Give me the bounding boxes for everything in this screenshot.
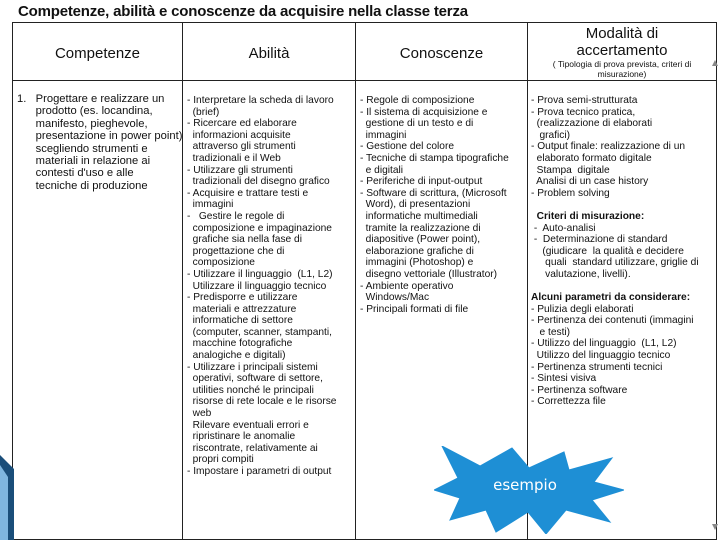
conoscenze-line: - Regole di composizione xyxy=(360,95,475,106)
abilita-line: risorse di rete locale e le risorse xyxy=(187,396,337,408)
modalita-line: Criteri di misurazione: xyxy=(531,210,645,222)
abilita-line: - Acquisire e trattare testi e xyxy=(187,187,309,199)
conoscenze-line: e digitali xyxy=(360,164,404,176)
abilita-line: utilities nonché le principali xyxy=(187,384,314,396)
conoscenze-line: immagini (Photoshop) e xyxy=(360,257,474,269)
abilita-line: Rilevare eventuali errori e xyxy=(187,419,309,431)
conoscenze-line: - Il sistema di acquisizione e xyxy=(360,106,488,118)
modalita-line: Stampa digitale xyxy=(531,164,610,176)
abilita-line: (brief) xyxy=(187,106,220,118)
competenze-line: materiali in relazione ai xyxy=(17,155,151,168)
abilita-line: ripristinare le anomalie xyxy=(187,431,296,443)
conoscenze-line: - Ambiente operativo xyxy=(360,280,454,292)
conoscenze-line: - Tecniche di stampa tipografiche xyxy=(360,152,509,164)
modalita-line xyxy=(531,281,715,293)
conoscenze-line: immagini xyxy=(360,129,407,141)
modalita-line: - Auto-analisi xyxy=(531,222,596,234)
abilita-line: - Predisporre e utilizzare xyxy=(187,292,298,304)
competenze-line: tecniche di produzione xyxy=(17,179,148,192)
abilita-line: operativi, software di settore, xyxy=(187,373,323,385)
abilita-line: - Gestire le regole di xyxy=(187,210,285,222)
competenze-line: scegliendo strumenti e xyxy=(17,142,148,155)
abilita-line: Utilizzare il linguaggio tecnico xyxy=(187,280,327,292)
modalita-line: - Correttezza file xyxy=(531,396,606,408)
abilita-line: - Utilizzare il linguaggio (L1, L2) xyxy=(187,268,333,280)
abilita-line: immagini xyxy=(187,199,234,211)
abilita-line: web xyxy=(187,408,212,420)
abilita-line: riscontrate, relativamente ai xyxy=(187,442,318,454)
header-modalita-line2: accertamento xyxy=(576,42,668,59)
modalita-line: - Pertinenza strumenti tecnici xyxy=(531,361,663,373)
modalita-line: - Output finale: realizzazione di un xyxy=(531,141,686,153)
competenze-line: contesti d'uso e alle xyxy=(17,167,134,180)
modalita-line: - Prova semi-strutturata xyxy=(531,95,638,106)
decorative-stripe xyxy=(0,455,14,540)
header-competenze: Competenze xyxy=(54,45,141,62)
modalita-line xyxy=(531,199,715,211)
abilita-line: progettazione che di xyxy=(187,245,285,257)
abilita-column xyxy=(187,95,353,478)
modalita-line: - Utilizzo del linguaggio (L1, L2) xyxy=(531,338,677,350)
conoscenze-line: disegno vettoriale (Illustrator) xyxy=(360,268,498,280)
modalita-line: Analisi di un case history xyxy=(531,176,649,188)
modalita-line: quali standard utilizzare, griglie di xyxy=(531,257,699,269)
header-modalita xyxy=(528,25,716,79)
conoscenze-line: - Software di scrittura, (Microsoft xyxy=(360,187,507,199)
conoscenze-column xyxy=(360,95,526,315)
conoscenze-line: tramite la realizzazione di xyxy=(360,222,481,234)
column-divider xyxy=(182,23,183,539)
abilita-line: tradizionali e il Web xyxy=(187,152,281,164)
modalita-line: - Pertinenza dei contenuti (immagini xyxy=(531,315,694,327)
competenze-line: 1. Progettare e realizzare un xyxy=(17,93,165,105)
abilita-line: materiali e attrezzature xyxy=(187,303,297,315)
conoscenze-line: elaborazione grafiche di xyxy=(360,245,474,257)
header-divider xyxy=(13,80,716,81)
header-modalita-note2: misurazione) xyxy=(597,69,647,79)
abilita-line: (computer, scanner, stampanti, xyxy=(187,326,332,338)
conoscenze-line: diapositive (Power point), xyxy=(360,234,481,246)
modalita-line: - Pertinenza software xyxy=(531,384,628,396)
scrollbar[interactable] xyxy=(710,60,720,530)
modalita-line: - Determinazione di standard xyxy=(531,234,668,246)
modalita-line: elaborato formato digitale xyxy=(531,152,652,164)
column-divider xyxy=(355,23,356,539)
conoscenze-line: - Principali formati di file xyxy=(360,303,469,315)
modalita-line: e testi) xyxy=(531,326,571,338)
modalita-line: Utilizzo del linguaggio tecnico xyxy=(531,350,671,362)
competenze-line: presentazione in power point) xyxy=(17,130,183,143)
modalita-line: (giudicare la qualità e decidere xyxy=(531,245,684,257)
page-title: Competenze, abilità e conoscenze da acquisire nella classe terza xyxy=(18,3,468,20)
abilita-line: - Ricercare ed elaborare xyxy=(187,118,297,130)
abilita-line: composizione e impaginazione xyxy=(187,222,332,234)
abilita-line: - Impostare i parametri di output xyxy=(187,466,332,477)
abilita-line: analogiche e digitali) xyxy=(187,350,286,362)
header-conoscenze: Conoscenze xyxy=(399,45,484,62)
modalita-line: - Sintesi visiva xyxy=(531,373,597,385)
conoscenze-line: informatiche multimediali xyxy=(360,210,478,222)
header-modalita-line1: Modalità di xyxy=(585,25,659,42)
conoscenze-line: - Gestione del colore xyxy=(360,141,455,153)
abilita-line: informatiche di settore xyxy=(187,315,293,327)
conoscenze-line: Word), di presentazioni xyxy=(360,199,471,211)
competenze-column xyxy=(17,93,181,192)
abilita-line: macchine fotografiche xyxy=(187,338,293,350)
abilita-line: propri compiti xyxy=(187,454,254,466)
scroll-up-arrow-icon[interactable] xyxy=(712,60,718,66)
abilita-line: - Utilizzare gli strumenti xyxy=(187,164,293,176)
abilita-line: grafiche sia nella fase di xyxy=(187,234,302,246)
scroll-down-arrow-icon[interactable] xyxy=(712,524,718,530)
modalita-line: valutazione, livelli). xyxy=(531,268,631,280)
competenze-line: prodotto (es. locandina, xyxy=(17,105,153,118)
modalita-line: - Problem solving xyxy=(531,187,610,199)
modalita-line: - Pulizia degli elaborati xyxy=(531,303,634,315)
modalita-line: - Prova tecnico pratica, xyxy=(531,106,636,118)
badge-label: esempio xyxy=(493,476,557,494)
abilita-line: - Interpretare la scheda di lavoro xyxy=(187,95,334,106)
header-abilita: Abilità xyxy=(248,45,290,62)
conoscenze-line: gestione di un testo e di xyxy=(360,118,474,130)
modalita-column xyxy=(531,95,715,408)
conoscenze-line: Windows/Mac xyxy=(360,292,430,304)
abilita-line: informazioni acquisite xyxy=(187,129,291,141)
stripe-light xyxy=(0,465,8,540)
abilita-line: - Utilizzare i principali sistemi xyxy=(187,361,318,373)
modalita-line: Alcuni parametri da considerare: xyxy=(531,292,691,304)
abilita-line: tradizionali del disegno grafico xyxy=(187,176,330,188)
conoscenze-line: - Periferiche di input-output xyxy=(360,176,483,188)
competenze-line: manifesto, pieghevole, xyxy=(17,117,148,130)
header-modalita-note1: ( Tipologia di prova prevista, criteri di xyxy=(552,59,692,69)
modalita-line: grafici) xyxy=(531,129,571,141)
modalita-line: (realizzazione di elaborati xyxy=(531,118,653,130)
abilita-line: composizione xyxy=(187,257,255,269)
abilita-line: attraverso gli strumenti xyxy=(187,141,296,153)
